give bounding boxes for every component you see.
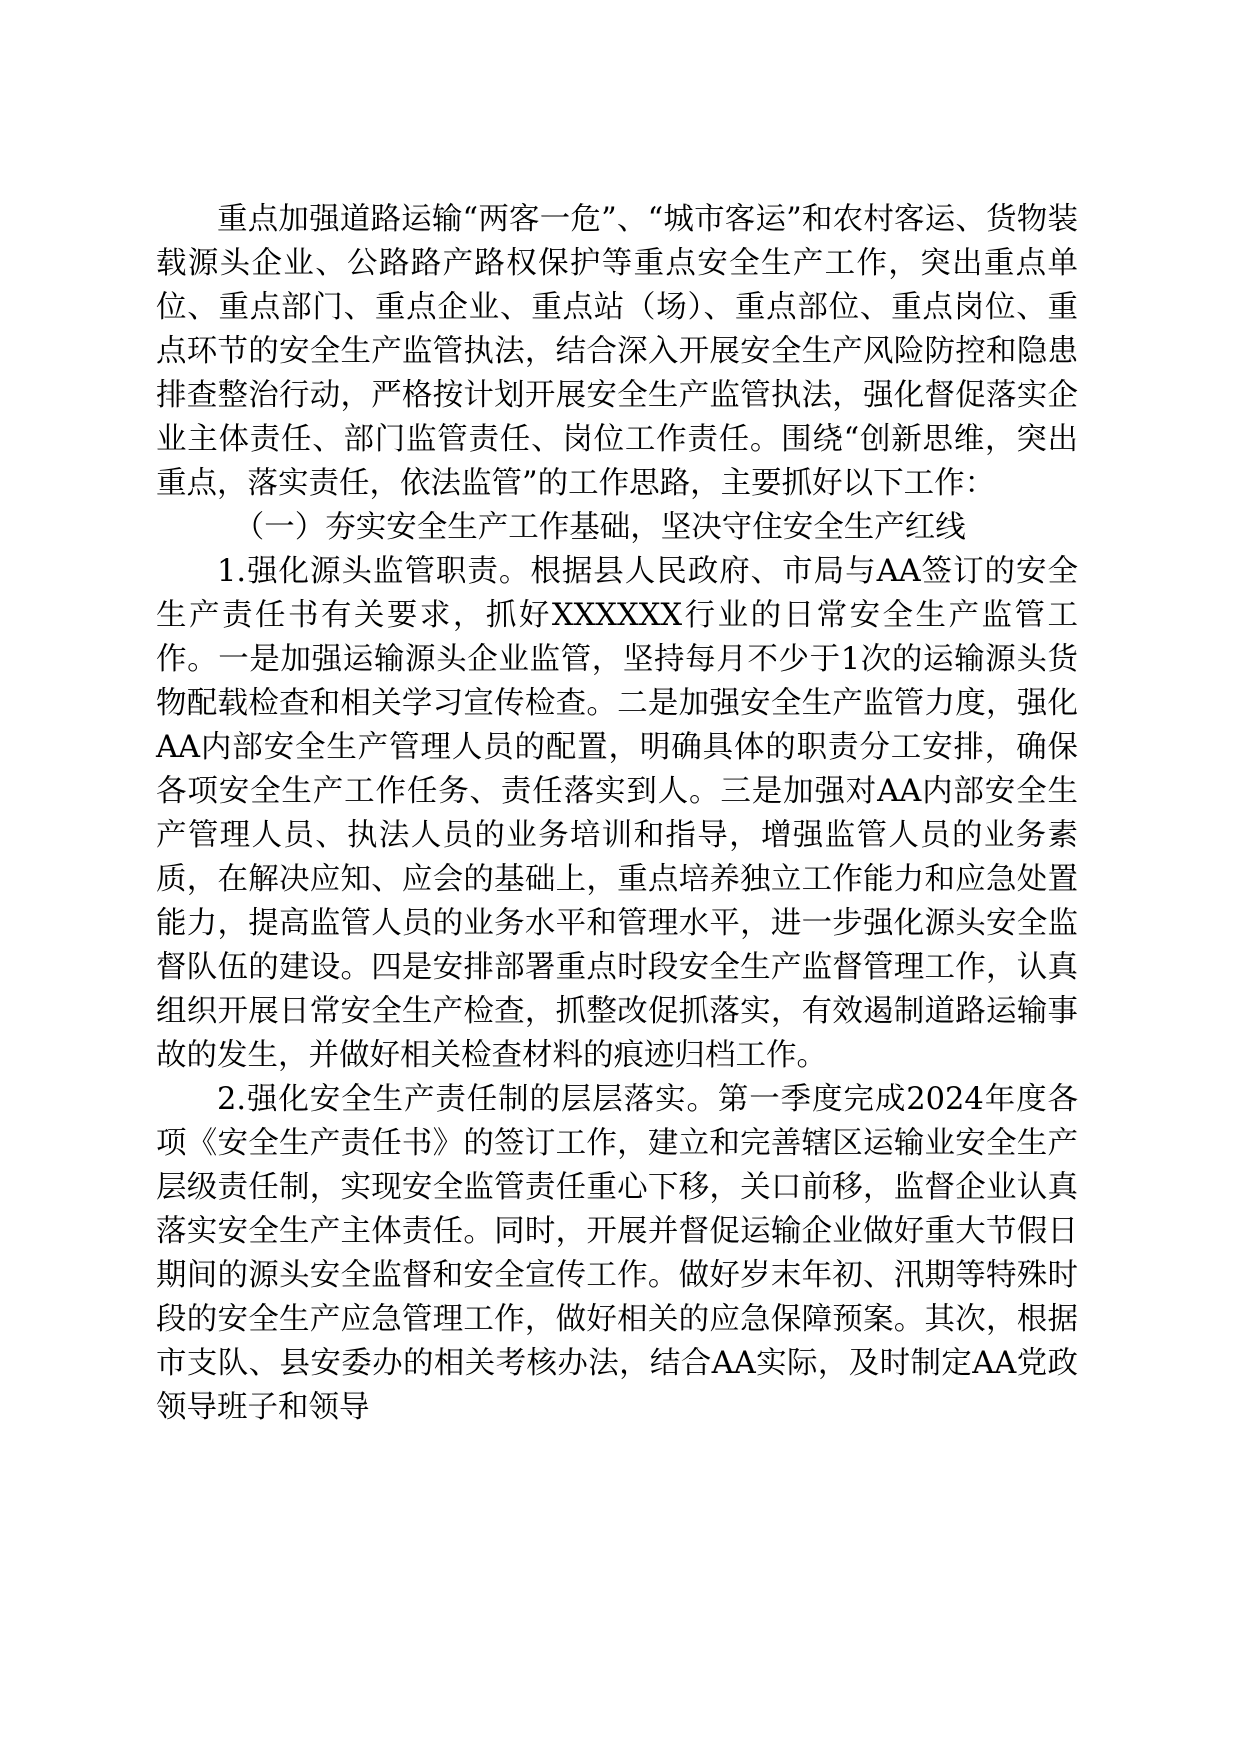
- paragraph-item-2: 2.强化安全生产责任制的层层落实。第一季度完成2024年度各项《安全生产责任书》的签订工作，建立和完善辖区运输业安全生产层级责任制，实现安全监管责任重心下移，关口前移，监督企业认真落实安全生产主体责任。同时，开展并督促运输企业做好重大节假日期间的源头安全监督和安全宣传工作。做好岁末年初、汛期等特殊时段的安全生产应急管理工作，做好相关的应急保障预案。其次，根据市支队、县安委办的相关考核办法，结合AA实际，及时制定AA党政领导班子和领导: [156, 1082, 1078, 1425]
- document-body: [156, 198, 1078, 1430]
- paragraph-item-1: 1.强化源头监管职责。根据县人民政府、市局与AA签订的安全生产责任书有关要求，抓好XXXXXX行业的日常安全生产监管工作。一是加强运输源头企业监管，坚持每月不少于1次的运输源头货物配载检查和相关学习宣传检查。二是加强安全生产监管力度，强化AA内部安全生产管理人员的配置，明确具体的职责分工安排，确保各项安全生产工作任务、责任落实到人。三是加强对AA内部安全生产管理人员、执法人员的业务培训和指导，增强监管人员的业务素质，在解决应知、应会的基础上，重点培养独立工作能力和应急处置能力，提高监管人员的业务水平和管理水平，进一步强化源头安全监督队伍的建设。四是安排部署重点时段安全生产监督管理工作，认真组织开展日常安全生产检查，抓整改促抓落实，有效遏制道路运输事故的发生，并做好相关检查材料的痕迹归档工作。: [156, 554, 1078, 1073]
- section-heading: （一）夯实安全生产工作基础，坚决守住安全生产红线: [233, 510, 966, 545]
- paragraph-intro: 重点加强道路运输“两客一危”、“城市客运”和农村客运、货物装载源头企业、公路路产路权保护等重点安全生产工作，突出重点单位、重点部门、重点企业、重点站（场）、重点部位、重点岗位、重点环节的安全生产监管执法，结合深入开展安全生产风险防控和隐患排查整治行动，严格按计划开展安全生产监管执法，强化督促落实企业主体责任、部门监管责任、岗位工作责任。围绕“创新思维，突出重点，落实责任，依法监管”的工作思路，主要抓好以下工作：: [156, 202, 1078, 501]
